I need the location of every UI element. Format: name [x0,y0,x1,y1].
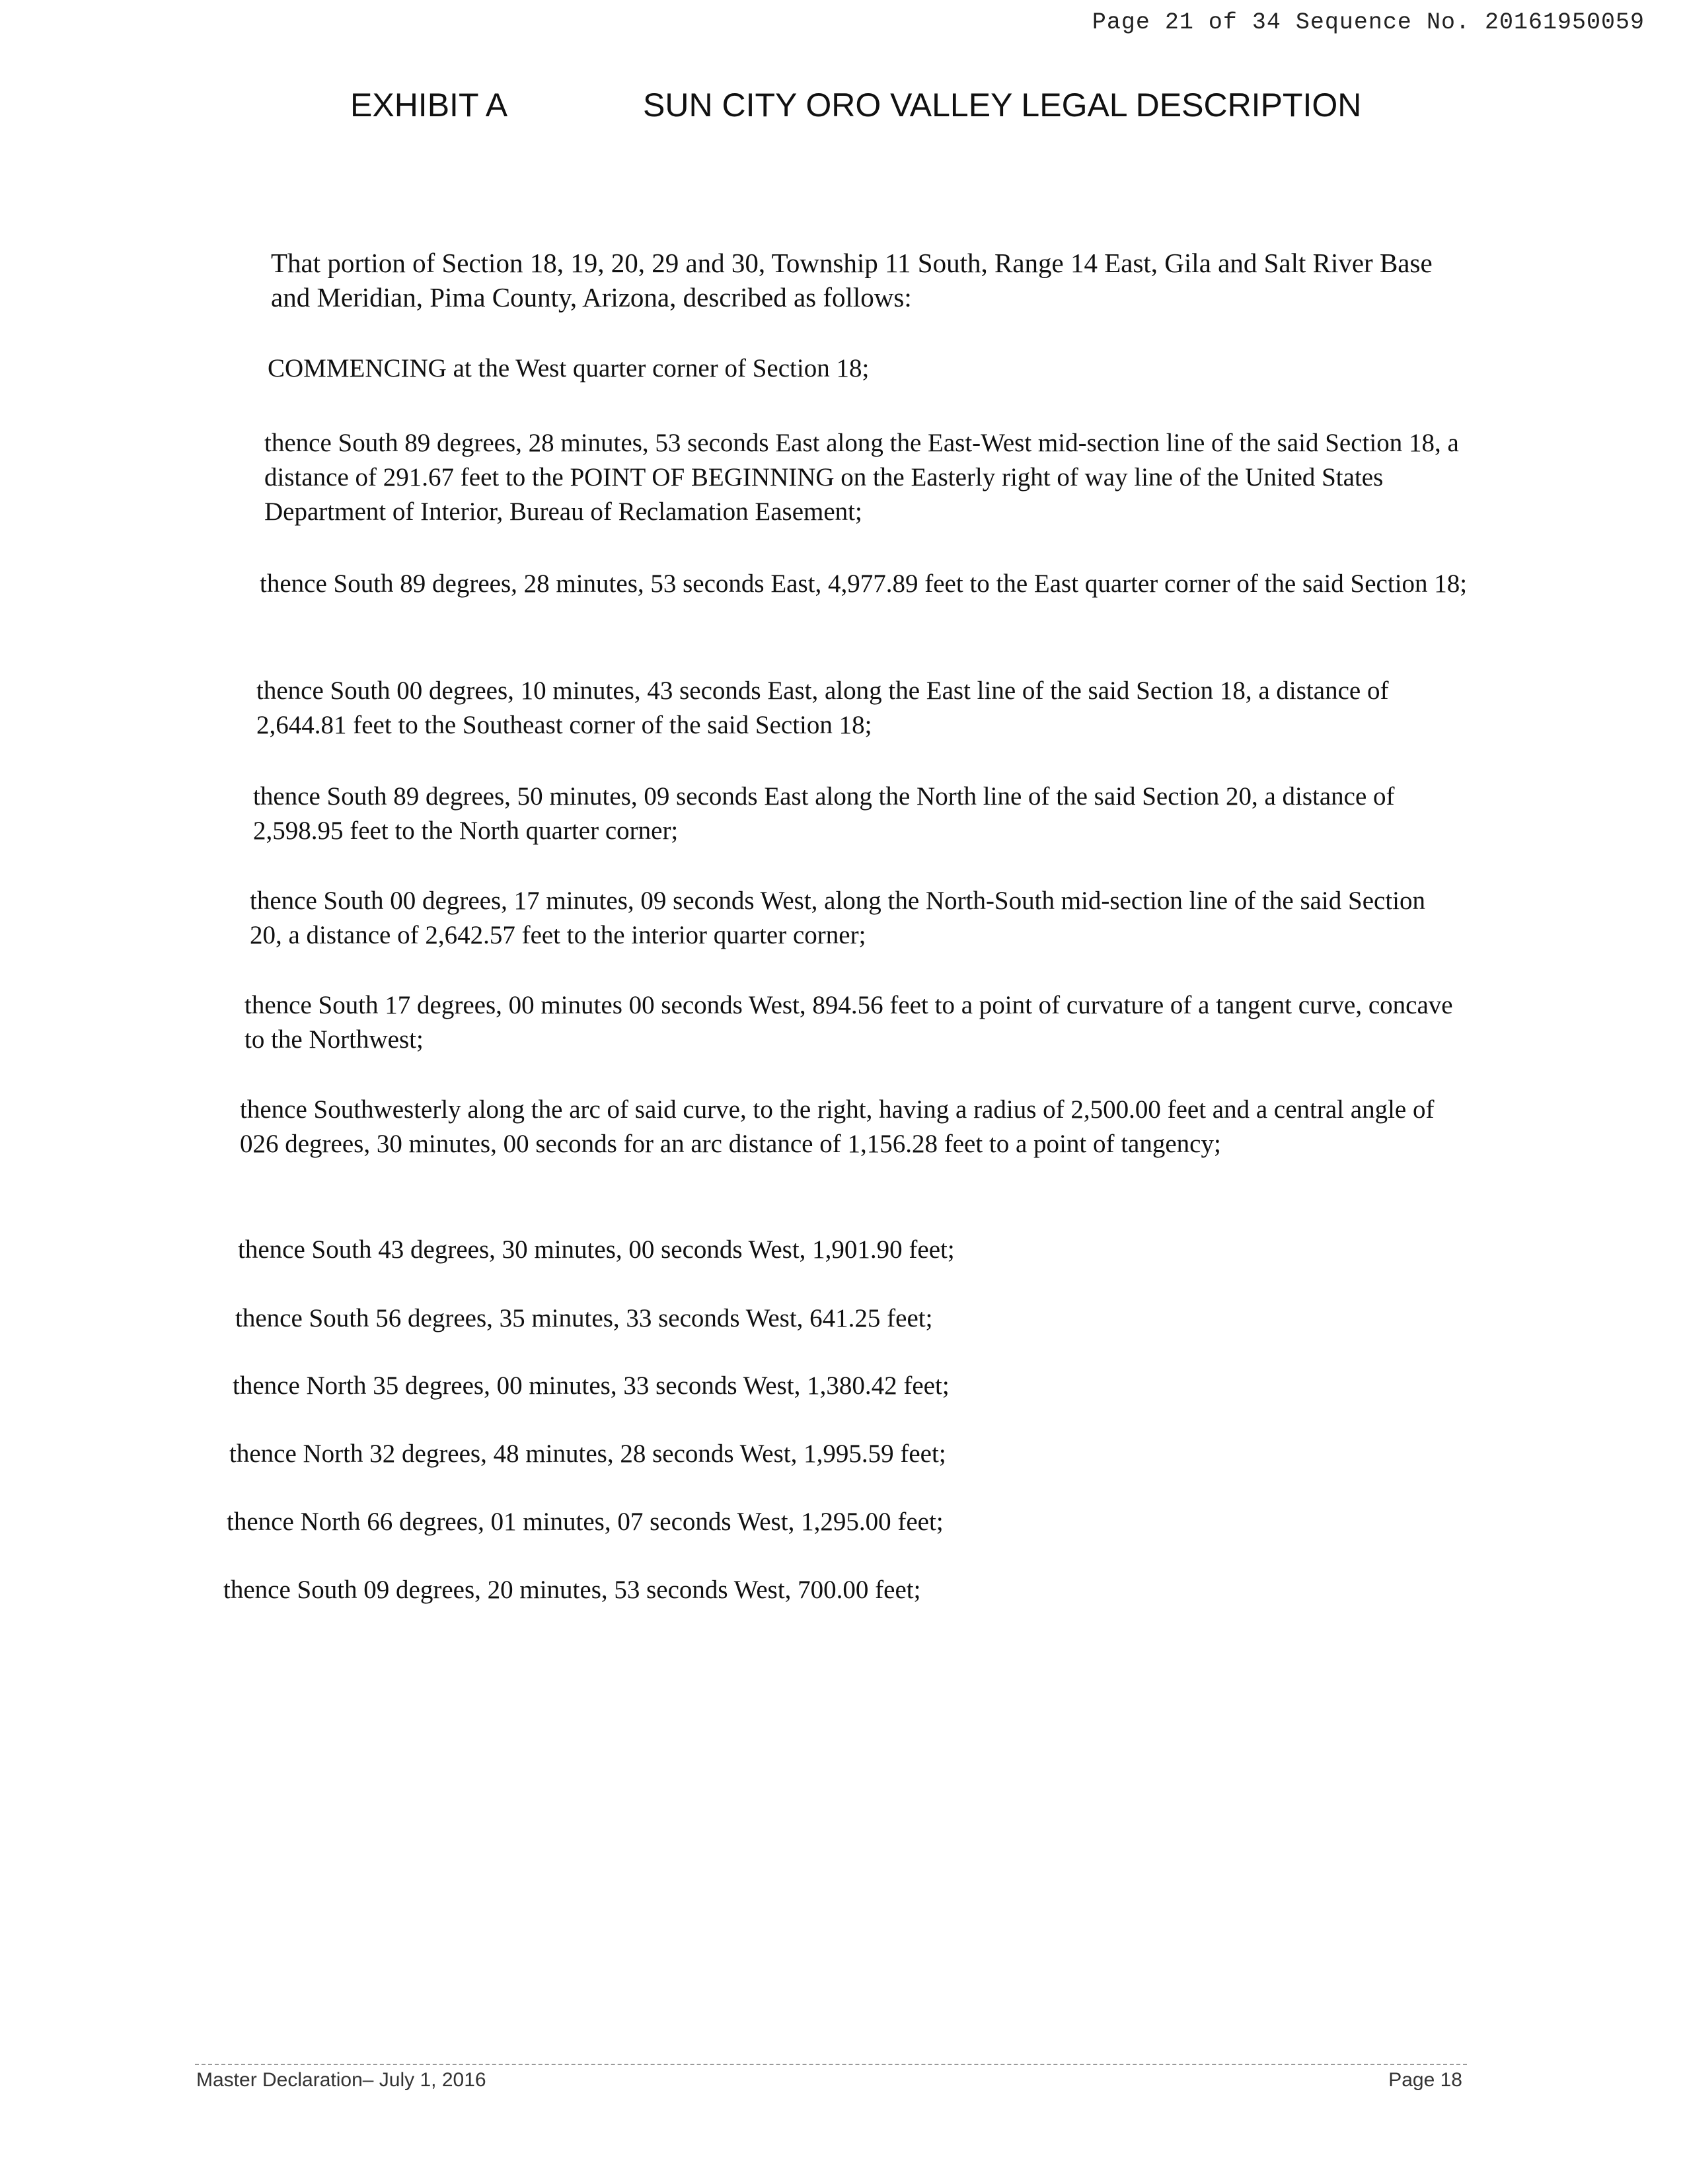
footer-document-name: Master Declaration– July 1, 2016 [196,2069,486,2091]
legal-call-paragraph: thence South 09 degrees, 20 minutes, 53 seconds West, 700.00 feet; [223,1576,921,1604]
legal-call-paragraph: thence South 43 degrees, 30 minutes, 00 seconds West, 1,901.90 feet; [238,1235,955,1264]
footer-page-number: Page 18 [1388,2069,1462,2091]
legal-call-paragraph: thence South 00 degrees, 10 minutes, 43 seconds East, along the East line of the said Section 18, a distance of 2,644.81 feet to the Southeast corner of the said Section 18; [256,676,1389,739]
legal-call-paragraph: thence South 89 degrees, 28 minutes, 53 seconds East, 4,977.89 feet to the East quarter corner of the said Section 18; [260,569,1468,598]
legal-call-paragraph: thence South 56 degrees, 35 minutes, 33 seconds West, 641.25 feet; [235,1304,933,1332]
intro-paragraph: That portion of Section 18, 19, 20, 29 and 30, Township 11 South, Range 14 East, Gila and Salt River Base and Meridian, Pima County, Arizona, described as follows: [271,248,1433,312]
legal-call-paragraph: thence South 89 degrees, 28 minutes, 53 seconds East along the East-West mid-section line of the said Section 18, a distance of 291.67 feet to the POINT OF BEGINNING on the Easterly right of way line of the United States Department of Interior, Bureau of Reclamation Easement; [264,429,1459,526]
footer-divider [195,2064,1467,2065]
legal-call-paragraph: thence North 32 degrees, 48 minutes, 28 seconds West, 1,995.59 feet; [229,1439,946,1468]
legal-call-paragraph: thence Southwesterly along the arc of said curve, to the right, having a radius of 2,500.00 feet and a central angle of 026 degrees, 30 minutes, 00 seconds for an arc distance of 1,156.28 feet to a point of tangency; [240,1095,1435,1158]
sequence-stamp: Page 21 of 34 Sequence No. 20161950059 [1092,9,1645,36]
legal-call-paragraph: thence South 17 degrees, 00 minutes 00 seconds West, 894.56 feet to a point of curvature of a tangent curve, concave to the Northwest; [244,991,1453,1054]
document-title: SUN CITY ORO VALLEY LEGAL DESCRIPTION [643,87,1362,124]
legal-call-paragraph: thence South 89 degrees, 50 minutes, 09 seconds East along the North line of the said Section 20, a distance of 2,598.95 feet to the North quarter corner; [253,782,1395,845]
commencing-paragraph: COMMENCING at the West quarter corner of Section 18; [268,354,870,382]
legal-call-paragraph: thence North 66 degrees, 01 minutes, 07 seconds West, 1,295.00 feet; [227,1508,944,1536]
legal-call-paragraph: thence South 00 degrees, 17 minutes, 09 seconds West, along the North-South mid-section line of the said Section 20, a distance of 2,642.57 feet to the interior quarter corner; [250,887,1425,949]
exhibit-heading: EXHIBIT A [350,87,508,124]
legal-call-paragraph: thence North 35 degrees, 00 minutes, 33 seconds West, 1,380.42 feet; [233,1371,950,1400]
